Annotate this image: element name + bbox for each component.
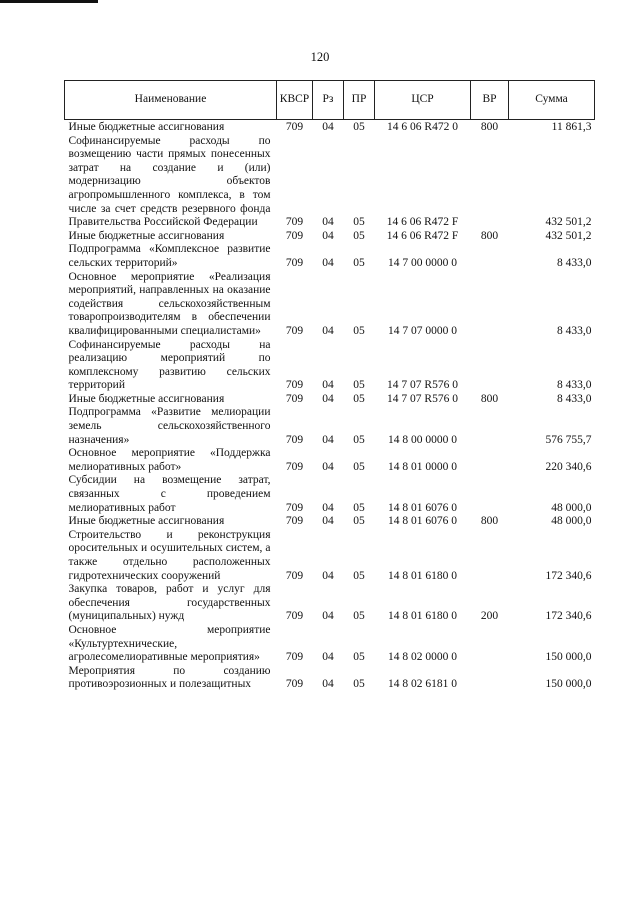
row-pr: 05 bbox=[353, 121, 365, 133]
row-vr bbox=[471, 406, 509, 447]
row-csr: 14 8 02 0000 0 bbox=[388, 651, 457, 664]
row-vr: 800 bbox=[480, 515, 499, 528]
row-name: Основное мероприятие «Культуртехнические, агролесомелиоративные мероприятия» bbox=[68, 623, 271, 664]
row-vr: 800 bbox=[480, 392, 499, 405]
row-sum: 8 433,0 bbox=[557, 379, 592, 392]
row-sum: 172 340,6 bbox=[545, 569, 592, 582]
row-name: Субсидии на возмещение затрат, связанных с проведением мелиоративных работ bbox=[68, 474, 271, 514]
row-csr: 14 8 02 6181 0 bbox=[388, 678, 457, 691]
row-sum: 172 340,6 bbox=[545, 610, 592, 623]
row-vr bbox=[471, 447, 509, 474]
row-rz: 04 bbox=[322, 433, 334, 446]
row-vr: 800 bbox=[480, 121, 499, 133]
row-name: Мероприятия по созданию противоэрозионных и полезащитных bbox=[68, 664, 271, 691]
row-vr bbox=[471, 529, 509, 583]
row-sum: 8 433,0 bbox=[557, 256, 592, 269]
row-csr: 14 7 07 R576 0 bbox=[387, 392, 458, 405]
header-sum: Сумма bbox=[509, 81, 595, 120]
row-pr: 05 bbox=[353, 501, 365, 514]
header-csr: ЦСР bbox=[375, 81, 471, 120]
table-row bbox=[65, 474, 595, 515]
row-vr bbox=[471, 339, 509, 393]
row-pr: 05 bbox=[353, 651, 365, 664]
row-kvsr: 709 bbox=[285, 229, 304, 242]
row-name: Основное мероприятие «Реализация мероприятий, направленных на оказание содействия сельскохозяйственным товаропроизводителям в обеспечении квалифицированными специалистами» bbox=[68, 270, 271, 337]
row-kvsr: 709 bbox=[285, 610, 304, 623]
table-row bbox=[65, 515, 595, 529]
table-row bbox=[65, 447, 595, 474]
row-kvsr: 709 bbox=[285, 678, 304, 691]
row-sum: 432 501,2 bbox=[545, 229, 592, 242]
row-pr: 05 bbox=[353, 324, 365, 337]
row-kvsr: 709 bbox=[285, 121, 304, 133]
header-pr: ПР bbox=[344, 81, 375, 120]
row-rz: 04 bbox=[322, 256, 334, 269]
header-kvsr: КВСР bbox=[277, 81, 313, 120]
row-rz: 04 bbox=[322, 392, 334, 405]
table-row bbox=[65, 624, 595, 665]
row-pr: 05 bbox=[353, 216, 365, 229]
row-csr: 14 6 06 R472 F bbox=[386, 216, 459, 229]
row-pr: 05 bbox=[353, 610, 365, 623]
row-sum: 150 000,0 bbox=[545, 678, 592, 691]
table-row bbox=[65, 120, 595, 135]
table-row bbox=[65, 135, 595, 230]
row-rz: 04 bbox=[322, 324, 334, 337]
row-pr: 05 bbox=[353, 229, 365, 242]
row-csr: 14 7 07 R576 0 bbox=[387, 379, 458, 392]
table-header-row bbox=[65, 81, 595, 120]
row-sum: 220 340,6 bbox=[545, 460, 592, 473]
row-csr: 14 6 06 R472 F bbox=[386, 229, 459, 242]
row-kvsr: 709 bbox=[285, 515, 304, 528]
row-vr bbox=[471, 243, 509, 270]
row-csr: 14 8 01 6076 0 bbox=[388, 515, 457, 528]
row-pr: 05 bbox=[353, 392, 365, 405]
table-row bbox=[65, 406, 595, 447]
row-rz: 04 bbox=[322, 460, 334, 473]
row-name: Иные бюджетные ассигнования bbox=[68, 229, 225, 242]
row-kvsr: 709 bbox=[285, 392, 304, 405]
header-rz: Рз bbox=[313, 81, 344, 120]
row-vr: 800 bbox=[480, 229, 499, 242]
row-sum: 8 433,0 bbox=[557, 392, 592, 405]
row-rz: 04 bbox=[322, 610, 334, 623]
row-name: Закупка товаров, работ и услуг для обеспечения государственных (муниципальных) нужд bbox=[68, 583, 271, 623]
row-vr bbox=[471, 624, 509, 665]
row-sum: 150 000,0 bbox=[545, 651, 592, 664]
row-name: Строительство и реконструкция оросительных и осушительных систем, а также отдельно расположенных гидротехнических сооружений bbox=[68, 528, 271, 582]
row-kvsr: 709 bbox=[285, 651, 304, 664]
table-row bbox=[65, 230, 595, 244]
table-row bbox=[65, 393, 595, 407]
row-csr: 14 8 01 6180 0 bbox=[388, 610, 457, 623]
row-rz: 04 bbox=[322, 121, 334, 133]
row-csr: 14 8 00 0000 0 bbox=[388, 433, 457, 446]
row-rz: 04 bbox=[322, 501, 334, 514]
row-sum: 48 000,0 bbox=[551, 515, 592, 528]
row-name: Основное мероприятие «Поддержка мелиоративных работ» bbox=[68, 447, 271, 473]
row-sum: 576 755,7 bbox=[545, 433, 592, 446]
row-rz: 04 bbox=[322, 216, 334, 229]
row-rz: 04 bbox=[322, 229, 334, 242]
row-kvsr: 709 bbox=[285, 433, 304, 446]
row-rz: 04 bbox=[322, 515, 334, 528]
row-name: Подпрограмма «Развитие мелиорации земель сельскохозяйственного назначения» bbox=[68, 406, 271, 446]
row-kvsr: 709 bbox=[285, 460, 304, 473]
row-csr: 14 7 00 0000 0 bbox=[388, 256, 457, 269]
header-vr: ВР bbox=[471, 81, 509, 120]
row-name: Подпрограмма «Комплексное развитие сельских территорий» bbox=[68, 243, 271, 269]
row-vr: 200 bbox=[480, 610, 499, 623]
row-kvsr: 709 bbox=[285, 379, 304, 392]
table-row bbox=[65, 271, 595, 339]
table-row bbox=[65, 583, 595, 624]
row-vr bbox=[471, 271, 509, 339]
page-number: 120 bbox=[310, 50, 330, 64]
row-name: Иные бюджетные ассигнования bbox=[68, 392, 225, 405]
table-row bbox=[65, 243, 595, 270]
row-vr bbox=[471, 665, 509, 692]
row-pr: 05 bbox=[353, 515, 365, 528]
row-csr: 14 8 01 6076 0 bbox=[388, 501, 457, 514]
row-sum: 11 861,3 bbox=[551, 121, 592, 133]
row-kvsr: 709 bbox=[285, 501, 304, 514]
table-row bbox=[65, 339, 595, 393]
row-rz: 04 bbox=[322, 379, 334, 392]
row-csr: 14 8 01 0000 0 bbox=[388, 460, 457, 473]
table-row bbox=[65, 665, 595, 692]
row-pr: 05 bbox=[353, 433, 365, 446]
row-sum: 432 501,2 bbox=[545, 216, 592, 229]
row-name: Софинансируемые расходы по возмещению части прямых понесенных затрат на создание и (или) модернизацию объектов агропромышленного комплекса, в том числе за счет средств резервного фонда Правительства Российской Федерации bbox=[68, 134, 271, 229]
row-rz: 04 bbox=[322, 569, 334, 582]
row-rz: 04 bbox=[322, 678, 334, 691]
row-pr: 05 bbox=[353, 379, 365, 392]
header-name: Наименование bbox=[65, 81, 277, 120]
row-pr: 05 bbox=[353, 256, 365, 269]
row-vr bbox=[471, 474, 509, 515]
table-row bbox=[65, 529, 595, 583]
row-csr: 14 8 01 6180 0 bbox=[388, 569, 457, 582]
budget-table bbox=[64, 80, 595, 692]
row-csr: 14 7 07 0000 0 bbox=[388, 324, 457, 337]
row-kvsr: 709 bbox=[285, 216, 304, 229]
row-name: Иные бюджетные ассигнования bbox=[68, 121, 225, 133]
row-rz: 04 bbox=[322, 651, 334, 664]
row-pr: 05 bbox=[353, 678, 365, 691]
row-kvsr: 709 bbox=[285, 256, 304, 269]
top-rule bbox=[0, 0, 98, 3]
row-sum: 8 433,0 bbox=[557, 324, 592, 337]
row-name: Софинансируемые расходы на реализацию мероприятий по комплексному развитию сельских территорий bbox=[68, 338, 271, 392]
row-kvsr: 709 bbox=[285, 569, 304, 582]
row-pr: 05 bbox=[353, 569, 365, 582]
row-vr bbox=[471, 135, 509, 230]
row-name: Иные бюджетные ассигнования bbox=[68, 515, 225, 528]
row-pr: 05 bbox=[353, 460, 365, 473]
row-kvsr: 709 bbox=[285, 324, 304, 337]
row-csr: 14 6 06 R472 0 bbox=[387, 121, 458, 133]
row-sum: 48 000,0 bbox=[551, 501, 592, 514]
